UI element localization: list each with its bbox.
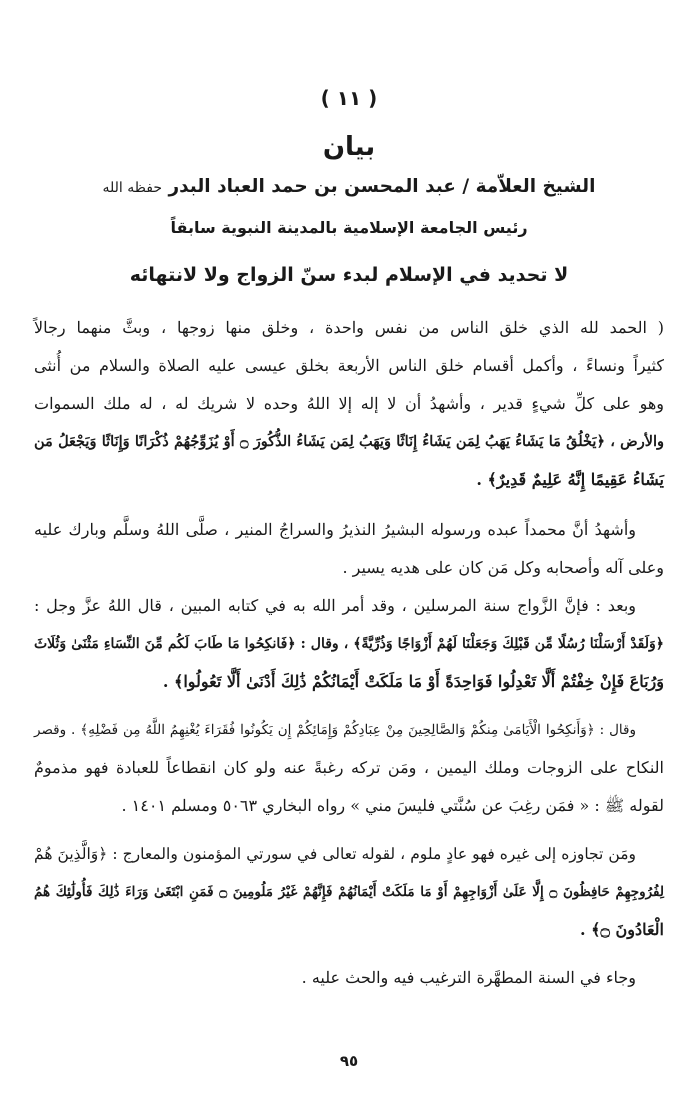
body-line-quran: وَرُبَاعَ فَإِنْ خِفْتُمْ أَلَّا تَعْدِلُوا فَوَاحِدَةً أَوْ مَا مَلَكَتْ أَيْمَانُكُمْ ذَٰلِكَ أَدْنَىٰ أَلَّا تَعُولُوا﴾ . — [162, 672, 664, 691]
body-line-quran: الْعَادُونَ ۝﴾ . — [580, 920, 664, 939]
article-heading: لا تحديد في الإسلام لبدء سنّ الزواج ولا لانتهائه — [129, 264, 569, 286]
body-line: وجاء في السنة المطهَّرة الترغيب فيه والحث عليه . — [301, 968, 636, 987]
body-line: وأشهدُ أنَّ محمداً عبده ورسوله البشيرُ النذيرُ والسراجُ المنير ، صلَّى اللهُ وسلَّم وبارك عليه — [34, 520, 636, 539]
body-line: وقال : ﴿وَأَنكِحُوا الْأَيَامَىٰ مِنكُمْ وَالصَّالِحِينَ مِنْ عِبَادِكُمْ وَإِمَائِكُمْ إِن يَكُونُوا فُقَرَاءَ يُغْنِهِمُ اللَّهُ مِن فَضْلِهِ﴾ . وقصر — [34, 722, 636, 738]
body-line: وبعد : فإنَّ الزَّواج سنة المرسلين ، وقد أمر الله به في كتابه المبين ، قال اللهُ عزَّ وجل : — [34, 596, 636, 615]
author-affiliation: رئيس الجامعة الإسلامية بالمدينة النبوية سابقاً — [170, 218, 528, 237]
body-line: النكاح على الزوجات وملك اليمين ، ومَن تركه رغبةً عنه ولو كان انقطاعاً للعبادة فهو مذمومٌ — [34, 758, 664, 777]
body-line: وعلى آله وأصحابه وكل مَن كان على هديه يسير . — [342, 558, 664, 577]
body-line: كثيراً ونساءً ، وأكمل أقسام خلق الناس الأربعة بخلق عيسى عليه الصلاة والسلام من أُنثى — [34, 356, 664, 375]
body-line-quran: والأرض ، ﴿يَخْلُقُ مَا يَشَاءُ يَهَبُ لِمَن يَشَاءُ إِنَاثًا وَيَهَبُ لِمَن يَشَاءُ الذُّكُورَ ۝ أَوْ يُزَوِّجُهُمْ ذُكْرَانًا وَإِنَاثًا وَيَجْعَلُ مَن — [34, 433, 664, 450]
body-line: ومَن تجاوزه إلى غيره فهو عادٍ ملوم ، لقوله تعالى في سورتي المؤمنون والمعارج : ﴿وَالَّذِينَ هُمْ — [34, 845, 636, 863]
body-line: لقوله ﷺ : « فمَن رغِبَ عن سُنَّتي فليسَ مني » رواه البخاري ٥٠٦٣ ومسلم ١٤٠١ . — [121, 796, 664, 815]
author-honorific: حفظه الله — [102, 180, 162, 196]
body-line-quran: ﴿وَلَقَدْ أَرْسَلْنَا رُسُلًا مِّن قَبْلِكَ وَجَعَلْنَا لَهُمْ أَزْوَاجًا وَذُرِّيَّةً﴾ ، وقال : ﴿فَانكِحُوا مَا طَابَ لَكُم مِّنَ النِّسَاءِ مَثْنَىٰ وَثُلَاثَ — [34, 636, 664, 652]
page-title: بيان — [322, 132, 376, 162]
body-line: ( الحمد لله الذي خلق الناس من نفس واحدة ، وخلق منها زوجها ، وبثَّ منهما رجالاً — [34, 318, 664, 337]
body-line-quran: لِفُرُوجِهِمْ حَافِظُونَ ۝ إِلَّا عَلَىٰ أَزْوَاجِهِمْ أَوْ مَا مَلَكَتْ أَيْمَانُهُمْ فَإِنَّهُمْ غَيْرُ مَلُومِينَ ۝ فَمَنِ ابْتَغَىٰ وَرَاءَ ذَٰلِكَ فَأُولَٰئِكَ هُمُ — [34, 884, 664, 900]
section-number: ( ١١ ) — [320, 86, 378, 110]
author-line — [98, 176, 600, 197]
page-number: ٩٥ — [339, 1052, 359, 1070]
author-name: الشيخ العلاّمة / عبد المحسن بن حمد العباد البدر — [168, 176, 596, 197]
body-line: وهو على كلِّ شيءٍ قدير ، وأشهدُ أن لا إله إلا اللهُ وحده لا شريك له ، له ملك السموات — [34, 394, 664, 413]
body-line-quran: يَشَاءُ عَقِيمًا إِنَّهُ عَلِيمٌ قَدِيرٌ﴾ . — [476, 470, 664, 489]
